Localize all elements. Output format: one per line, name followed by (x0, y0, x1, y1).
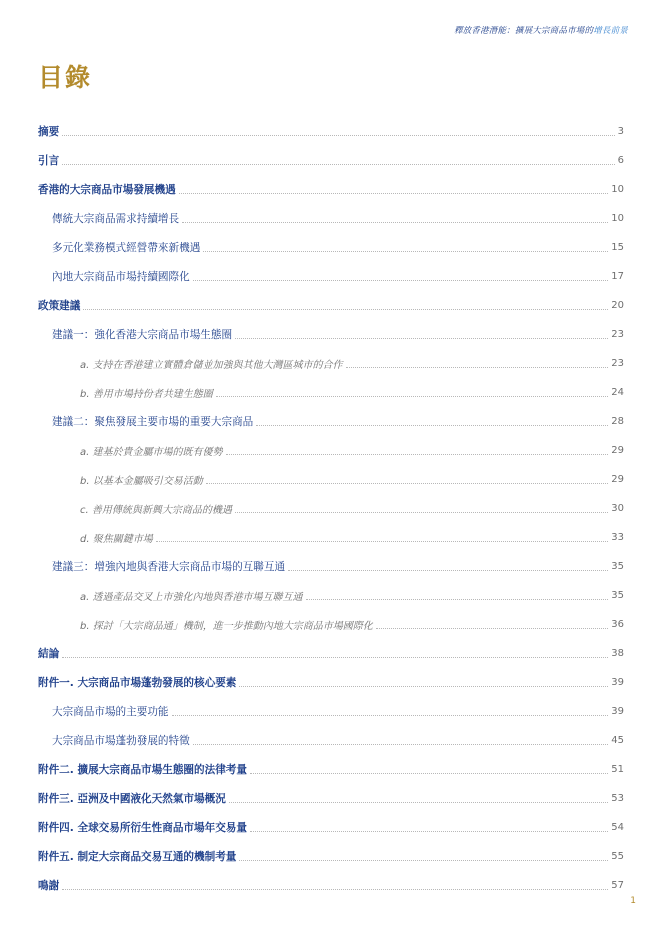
dot-leader (206, 483, 609, 484)
toc-entry-page: 24 (611, 387, 624, 398)
running-header (454, 24, 628, 36)
toc-entry-page: 29 (611, 445, 624, 456)
toc-entry-label: 附件五. 制定大宗商品交易互通的機制考量 (38, 851, 237, 863)
toc-entry-label: 建議二：聚焦發展主要市場的重要大宗商品 (52, 416, 254, 428)
dot-leader (288, 570, 608, 571)
dot-leader (193, 280, 609, 281)
toc-entry-page: 3 (617, 126, 624, 137)
toc-entry[interactable] (0, 523, 662, 552)
toc-entry-page: 6 (617, 155, 624, 166)
toc-entry-label: 摘要 (38, 126, 60, 138)
toc-entry-page: 29 (611, 474, 624, 485)
toc-entry-label: d. 聚焦關鍵市場 (80, 534, 153, 545)
toc-entry-page: 23 (611, 358, 624, 369)
toc-entry[interactable] (0, 262, 662, 291)
toc-entry-page: 10 (611, 184, 624, 195)
dot-leader (235, 338, 608, 339)
toc-entry-page: 30 (611, 503, 624, 514)
toc-entry-label: 附件三. 亞洲及中國液化天然氣市場概況 (38, 793, 226, 805)
toc-entry-label: 政策建議 (38, 300, 81, 312)
toc-entry-label: a. 支持在香港建立實體倉儲並加強與其他大灣區城市的合作 (80, 360, 343, 371)
toc-entry-label: 建議一：強化香港大宗商品市場生態圈 (52, 329, 233, 341)
toc-entry-label: 內地大宗商品市場持續國際化 (52, 271, 190, 283)
toc-entry[interactable] (0, 204, 662, 233)
toc-entry[interactable] (0, 784, 662, 813)
toc-entry[interactable] (0, 407, 662, 436)
toc-entry-label: 大宗商品市場蓬勃發展的特徵 (52, 735, 190, 747)
toc-entry-page: 51 (611, 764, 624, 775)
toc-entry-page: 15 (611, 242, 624, 253)
toc-entry-label: b. 以基本金屬吸引交易活動 (80, 476, 203, 487)
dot-leader (229, 802, 608, 803)
toc-entry[interactable] (0, 349, 662, 378)
dot-leader (256, 425, 608, 426)
toc-entry[interactable] (0, 117, 662, 146)
toc-entry-label: 香港的大宗商品市場發展機遇 (38, 184, 176, 196)
dot-leader (226, 454, 609, 455)
toc-entry[interactable] (0, 755, 662, 784)
dot-leader (62, 164, 614, 165)
running-header-main: 釋放香港潛能：擴展大宗商品市場的 (453, 26, 594, 36)
dot-leader (306, 599, 609, 600)
toc-entry-page: 39 (611, 706, 624, 717)
toc-entry-page: 54 (611, 822, 624, 833)
page-number: 1 (630, 896, 636, 906)
toc-entry-label: 鳴謝 (38, 880, 60, 892)
toc-entry[interactable] (0, 813, 662, 842)
running-header-accent: 增長前景 (593, 26, 628, 36)
toc-entry-page: 55 (611, 851, 624, 862)
dot-leader (250, 773, 608, 774)
toc-entry-label: 建議三：增強內地與香港大宗商品市場的互聯互通 (52, 561, 286, 573)
dot-leader (376, 628, 609, 629)
dot-leader (179, 193, 609, 194)
toc-entry[interactable] (0, 320, 662, 349)
toc-entry[interactable] (0, 291, 662, 320)
toc-entry-label: c. 善用傳統與新興大宗商品的機遇 (80, 505, 232, 516)
toc-entry[interactable] (0, 552, 662, 581)
toc-entry-label: 附件二. 擴展大宗商品市場生態圈的法律考量 (38, 764, 247, 776)
toc-entry[interactable] (0, 233, 662, 262)
toc-entry-page: 57 (611, 880, 624, 891)
toc-entry-label: 大宗商品市場的主要功能 (52, 706, 169, 718)
dot-leader (250, 831, 608, 832)
toc-entry[interactable] (0, 581, 662, 610)
toc-entry-page: 23 (611, 329, 624, 340)
toc-entry-page: 10 (611, 213, 624, 224)
toc-entry-label: 引言 (38, 155, 60, 167)
dot-leader (62, 889, 608, 890)
toc-entry[interactable] (0, 639, 662, 668)
dot-leader (239, 686, 608, 687)
toc-entry-label: 結論 (38, 648, 60, 660)
toc-entry-page: 53 (611, 793, 624, 804)
dot-leader (216, 396, 609, 397)
toc-entry[interactable] (0, 175, 662, 204)
dot-leader (172, 715, 609, 716)
toc-entry-page: 36 (611, 619, 624, 630)
dot-leader (182, 222, 608, 223)
toc-entry-label: 傳統大宗商品需求持續增長 (52, 213, 180, 225)
toc-entry[interactable] (0, 610, 662, 639)
toc-entry-label: 多元化業務模式經營帶來新機遇 (52, 242, 201, 254)
toc-entry[interactable] (0, 668, 662, 697)
toc-entry-page: 39 (611, 677, 624, 688)
dot-leader (203, 251, 608, 252)
toc-entry[interactable] (0, 465, 662, 494)
dot-leader (193, 744, 609, 745)
toc-entry[interactable] (0, 697, 662, 726)
toc-entry-page: 17 (611, 271, 624, 282)
toc-entry-label: b. 探討「大宗商品通」機制，進一步推動內地大宗商品市場國際化 (80, 621, 373, 632)
toc-entry-page: 28 (611, 416, 624, 427)
page-title: 目錄 (38, 63, 93, 92)
toc-entry-label: a. 建基於貴金屬市場的既有優勢 (80, 447, 223, 458)
toc-entry[interactable] (0, 726, 662, 755)
toc-entry[interactable] (0, 146, 662, 175)
dot-leader (62, 657, 608, 658)
dot-leader (239, 860, 608, 861)
dot-leader (83, 309, 608, 310)
toc-entry-page: 45 (611, 735, 624, 746)
toc-entry-page: 35 (611, 561, 624, 572)
dot-leader (156, 541, 609, 542)
toc-entry-page: 35 (611, 590, 624, 601)
table-of-contents (0, 117, 662, 900)
dot-leader (235, 512, 608, 513)
toc-entry[interactable] (0, 378, 662, 407)
toc-entry-page: 20 (611, 300, 624, 311)
toc-entry[interactable] (0, 842, 662, 871)
dot-leader (346, 367, 609, 368)
toc-entry[interactable] (0, 494, 662, 523)
toc-entry-label: 附件一. 大宗商品市場蓬勃發展的核心要素 (38, 677, 237, 689)
toc-entry[interactable] (0, 871, 662, 900)
toc-entry-label: b. 善用市場持份者共建生態圈 (80, 389, 213, 400)
toc-entry-page: 33 (611, 532, 624, 543)
dot-leader (62, 135, 614, 136)
toc-entry-label: a. 透過產品交叉上市強化內地與香港市場互聯互通 (80, 592, 303, 603)
toc-entry-label: 附件四. 全球交易所衍生性商品市場年交易量 (38, 822, 247, 834)
toc-entry[interactable] (0, 436, 662, 465)
toc-entry-page: 38 (611, 648, 624, 659)
